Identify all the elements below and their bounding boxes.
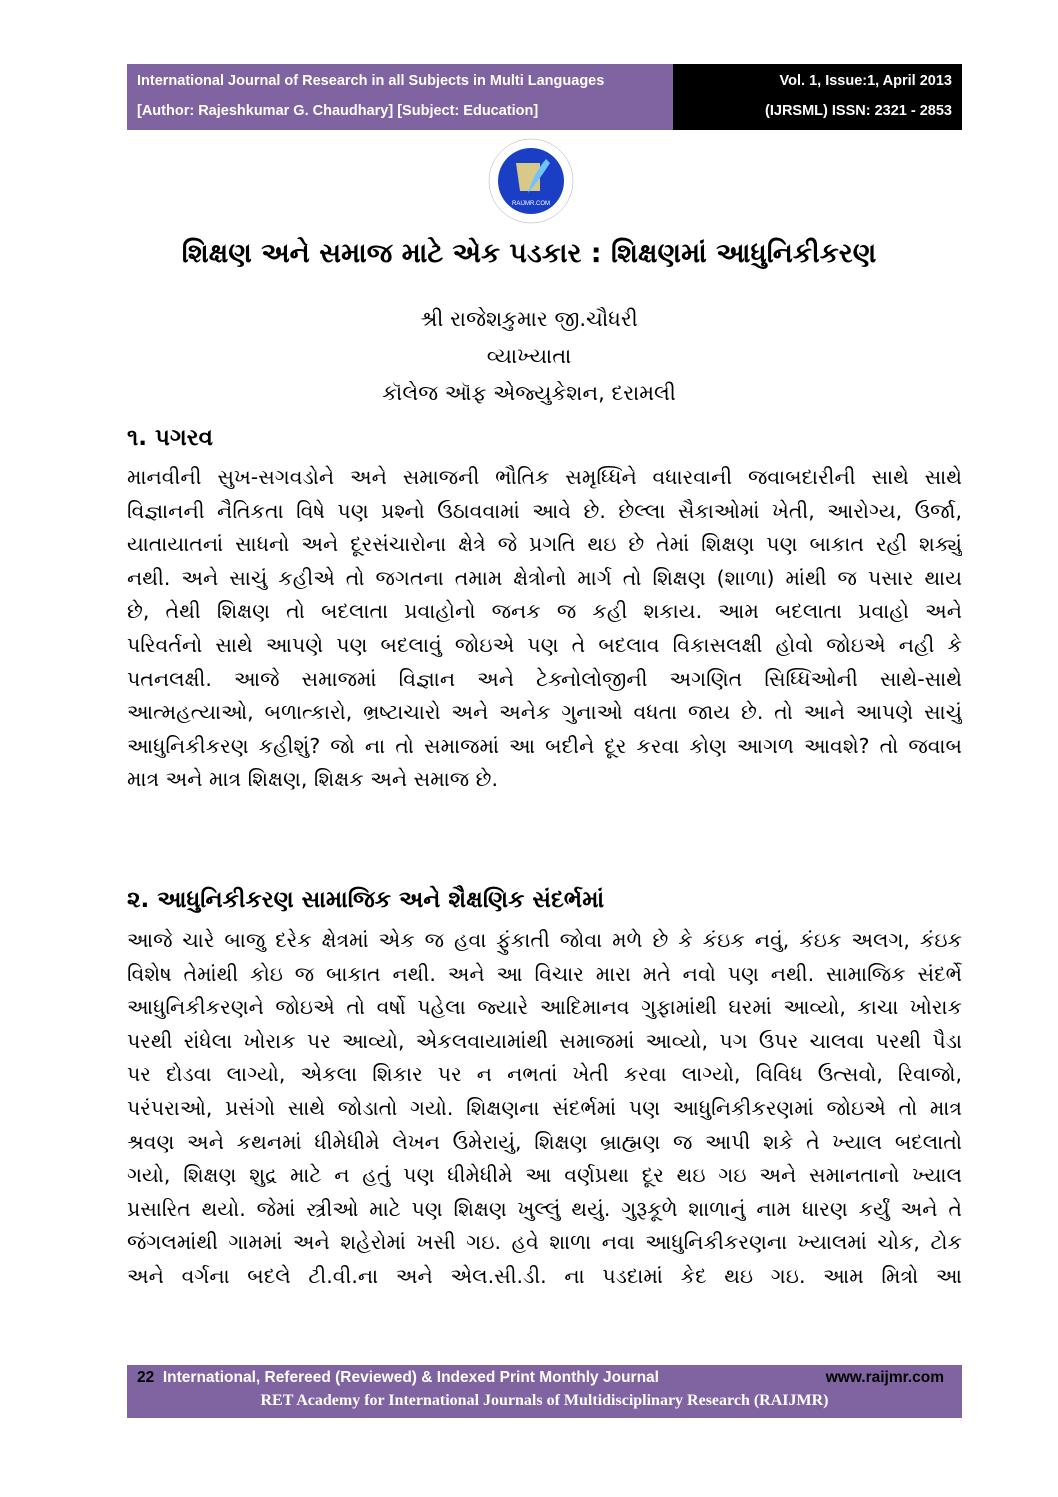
text-line: છે, તેથી શિક્ષણ તો બદલાતા પ્રવાહોનો જનક જ કહી શકાય. આમ બદલાતા પ્રવાહો અને <box>127 599 962 624</box>
section-2-body <box>127 924 962 1294</box>
text-line: પરિવર્તનો સાથે આપણે પણ બદલાવું જોઇએ પણ તે બદલાવ વિકાસલક્ષી હોવો જોઇએ નહી કે <box>127 632 962 657</box>
text-line: માનવીની સુખ-સગવડોને અને સમાજની ભૌતિક સમૃધ્ધિને વધારવાની જવાબદારીની સાથે સાથે <box>127 465 962 489</box>
issn: (IJRSML) ISSN: 2321 - 2853 <box>765 103 952 119</box>
author-designation: વ્યાખ્યાતા <box>486 344 572 368</box>
text-line: શ્રવણ અને કથનમાં ધીમેધીમે લેખન ઉમેરાયું, શિક્ષણ બ્રાહ્મણ જ આપી શકે તે ખ્યાલ બદલાતો <box>127 1129 962 1154</box>
text-line: આજે ચારે બાજુ દરેક ક્ષેત્રમાં એક જ હવા ફુંકાતી જોવા મળે છે કે કંઇક નવું, કંઇક અલગ, કંઇક <box>127 928 962 952</box>
text-line: આત્મહત્યાઓ, બળાત્કારો, ભ્રષ્ટાચારો અને અનેક ગુનાઓ વધતા જાય છે. તો આને આપણે સાચું <box>127 700 962 725</box>
text-line: વિશેષ તેમાંથી કોઇ જ બાકાત નથી. અને આ વિચાર મારા મતે નવો પણ નથી. સામાજિક સંદર્ભે <box>127 961 962 986</box>
section-heading-2: ૨. આધુનિકીકરણ સામાજિક અને શૈક્ષણિક સંદર્ભમાં <box>127 887 605 913</box>
journal-logo <box>488 133 574 229</box>
text-line: પરંપરાઓ, પ્રસંગો સાથે જોડાતો ગયો. શિક્ષણના સંદર્ભમાં પણ આધુનિકીકરણમાં જોઇએ તો માત્ર <box>127 1095 962 1120</box>
text-line: આધુનિકીકરણને જોઇએ તો વર્ષો પહેલા જ્યારે આદિમાનવ ગુફામાંથી ઘરમાં આવ્યો, કાચા ખોરાક <box>127 995 962 1020</box>
text-line: ગયો, શિક્ષણ શુદ્ર માટે ન હતું પણ ધીમેધીમે આ વર્ણપ્રથા દૂર થઇ ગઇ અને સમાનતાનો ખ્યાલ <box>127 1163 962 1188</box>
section-1-body <box>127 461 962 797</box>
author-name: શ્રી રાજેશકુમાર જી.ચૌધરી <box>420 307 638 331</box>
text-line: યાતાયાતનાં સાધનો અને દૂરસંચારોના ક્ષેત્રે જે પ્રગતિ થઇ છે તેમાં શિક્ષણ પણ બાકાત રહી શક્યું <box>127 532 962 557</box>
text-line: નથી. અને સાચું કહીએ તો જગતના તમામ ક્ષેત્રોનો માર્ગ તો શિક્ષણ (શાળા) માંથી જ પસાર થાય <box>127 565 962 590</box>
text-line: પરથી રાંધેલા ખોરાક પર આવ્યો, એકલવાયામાંથી સમાજમાં આવ્યો, પગ ઉપર ચાલવા પરથી પૈડા <box>127 1028 962 1053</box>
text-line: જંગલમાંથી ગામમાં અને શહેરોમાં ખસી ગઇ. હવે શાળા નવા આધુનિકીકરણના ખ્યાલમાં ચોક, ટોક <box>127 1230 962 1255</box>
author-institution: કૉલેજ ઑફ એજ્યુકેશન, દરામલી <box>382 381 676 405</box>
logo-text: RAIJMR.COM <box>512 201 550 207</box>
page-number: 22 <box>137 1369 155 1386</box>
text-line: અને વર્ગના બદલે ટી.વી.ના અને એલ.સી.ડી. ના પડદામાં કેદ થઇ ગઇ. આમ મિત્રો આ <box>127 1263 962 1288</box>
journal-type: International, Refereed (Reviewed) & Indexed Print Monthly Journal <box>162 1369 659 1386</box>
page-header <box>127 64 962 130</box>
article-title: શિક્ષણ અને સમાજ માટે એક પડકાર : શિક્ષણમાં આધુનિકીકરણ <box>181 238 877 269</box>
section-heading-1: ૧. પગરવ <box>127 425 213 451</box>
text-line: પ્રસારિત થયો. જેમાં સ્ત્રીઓ માટે પણ શિક્ષણ ખુલ્લું થયું. ગુરૂકૂળે શાળાનું નામ ધારણ કર્યું અને તે <box>127 1196 962 1221</box>
publisher: RET Academy for International Journals of Multidisciplinary Research (RAIJMR) <box>260 1392 829 1409</box>
author-subject: [Author: Rajeshkumar G. Chaudhary] [Subject: Education] <box>137 103 539 119</box>
volume-issue: Vol. 1, Issue:1, April 2013 <box>779 73 952 89</box>
text-line: આધુનિકીકરણ કહીશું? જો ના તો સમાજમાં આ બદીને દૂર કરવા કોણ આગળ આવશે? તો જવાબ <box>127 733 962 758</box>
website-link[interactable]: www.raijmr.com <box>825 1369 944 1386</box>
journal-name: International Journal of Research in all Subjects in Multi Languages <box>137 73 605 89</box>
text-line: પર દોડવા લાગ્યો, એકલા શિકાર પર ન નભતાં ખેતી કરવા લાગ્યો, વિવિધ ઉત્સવો, રિવાજો, <box>127 1062 962 1087</box>
text-line: માત્ર અને માત્ર શિક્ષણ, શિક્ષક અને સમાજ છે. <box>127 767 498 792</box>
text-line: પતનલક્ષી. આજે સમાજમાં વિજ્ઞાન અને ટેક્નોલોજીની અગણિત સિધ્ધિઓની સાથે-સાથે <box>127 666 962 691</box>
page-footer <box>127 1365 962 1418</box>
text-line: વિજ્ઞાનની નૈતિકતા વિષે પણ પ્રશ્નો ઉઠાવવામાં આવે છે. છેલ્લા સૈકાઓમાં ખેતી, આરોગ્ય, ઉર્જા, <box>127 498 962 523</box>
